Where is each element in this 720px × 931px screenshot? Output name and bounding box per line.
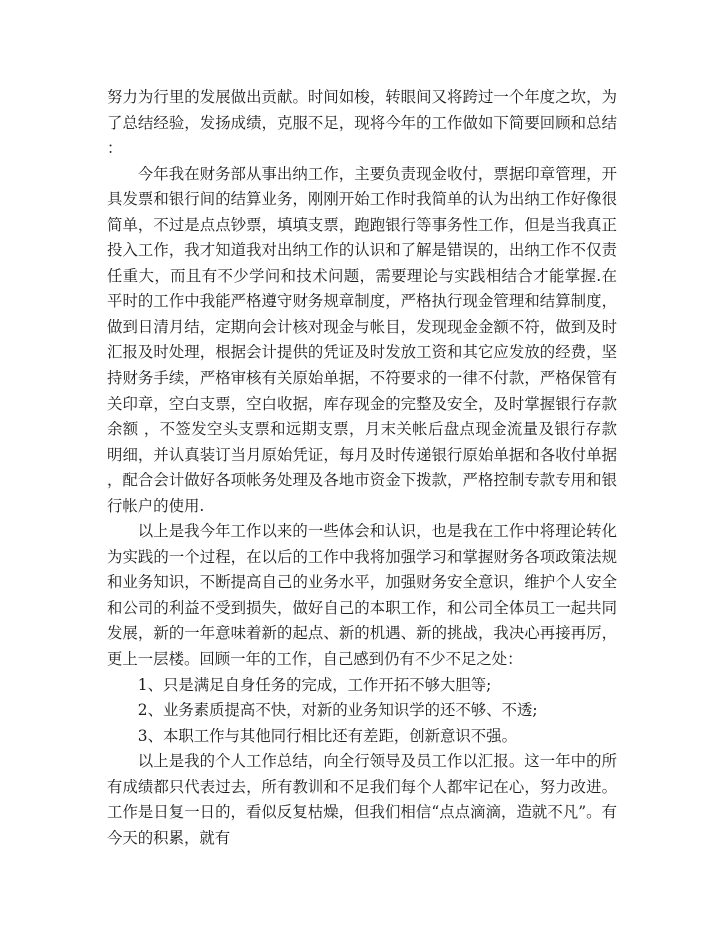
paragraph-3: 以上是我今年工作以来的一些体会和认识，也是我在工作中将理论转化为实践的一个过程，在以后的工作中我将加强学习和掌握财务各项政策法规和业务知识，不断提高自己的业务水平，加强财务安全意识，维护个人安全和公司的利益不受到损失，做好自己的本职工作，和公司全体员工一起共同发展，新的一年意味着新的起点、新的机遇、新的挑战，我决心再接再厉，更上一层楼。回顾一年的工作，自己感到仍有不少不足之处： bbox=[107, 522, 617, 669]
paragraph-4: 以上是我的个人工作总结，向全行领导及员工作以汇报。这一年中的所有成绩都只代表过去，所有教训和不足我们每个人都牢记在心，努力改进。工作是日复一日的，看似反复枯燥，但我们相信“点点滴滴，造就不凡”。有今天的积累，就有 bbox=[107, 752, 617, 847]
list-item-2: 2、业务素质提高不快，对新的业务知识学的还不够、不透; bbox=[137, 701, 538, 720]
list-item-3: 3、本职工作与其他同行相比还有差距，创新意识不强。 bbox=[137, 726, 517, 745]
list-item-1: 1、只是满足自身任务的完成，工作开拓不够大胆等; bbox=[137, 675, 492, 694]
paragraph-2: 今年我在财务部从事出纳工作，主要负责现金收付，票据印章管理，开具发票和银行间的结算业务，刚刚开始工作时我简单的认为出纳工作好像很简单，不过是点点钞票，填填支票，跑跑银行等事务性工作，但是当我真正投入工作，我才知道我对出纳工作的认识和了解是错误的，出纳工作不仅责任重大，而且有不少学问和技术问题，需要理论与实践相结合才能掌握.在平时的工作中我能严格遵守财务规章制度，严格执行现金管理和结算制度，做到日清月结，定期向会计核对现金与帐目，发现现金金额不符，做到及时汇报及时处理，根据会计提供的凭证及时发放工资和其它应发放的经费，坚持财务手续，严格审核有关原始单据，不符要求的一律不付款，严格保管有关印章，空白支票，空白收据，库存现金的完整及安全，及时掌握银行存款余额 ，不签发空头支票和远期支票，月末关帐后盘点现金流量及银行存款明细，并认真装订当月原始凭证，每月及时传递银行原始单据和各收付单据，配合会计做好各项帐务处理及各地市资金下拨款，严格控制专款专用和银行帐户的使用. bbox=[107, 164, 617, 515]
document-body bbox=[107, 85, 617, 851]
paragraph-1: 努力为行里的发展做出贡献。时间如梭，转眼间又将跨过一个年度之坎，为了总结经验，发扬成绩，克服不足，现将今年的工作做如下简要回顾和总结： bbox=[107, 88, 617, 158]
